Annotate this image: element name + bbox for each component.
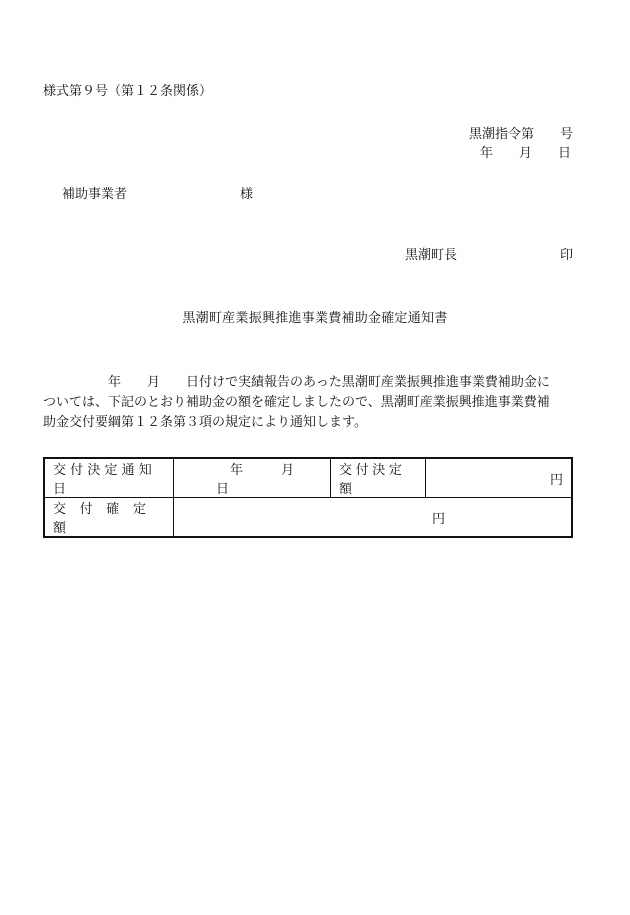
body-line-3: 助金交付要綱第１２条第３項の規定により通知します。 (43, 415, 367, 430)
recipient-honorific: 様 (240, 187, 254, 202)
recipient-label: 補助事業者 (62, 187, 128, 202)
decision-amount-value: 円 (426, 458, 573, 498)
table-row (44, 458, 572, 498)
issuer-name: 黒潮町長 (405, 248, 458, 263)
table-row (44, 498, 572, 538)
recipient (62, 187, 254, 202)
body-line-2: ついては、下記のとおり補助金の額を確定しましたので、黒潮町産業振興推進事業費補 (43, 395, 550, 410)
date-month: 月 (281, 463, 295, 478)
body-line-1: 年 月 日付けで実績報告のあった黒潮町産業振興推進事業費補助金に (43, 375, 550, 390)
seal-mark: 印 (560, 248, 574, 263)
notice-date-value (174, 458, 331, 498)
date-day: 日 (216, 482, 230, 497)
document-title: 黒潮町産業振興推進事業費補助金確定通知書 (182, 311, 448, 326)
date-year: 年 (230, 463, 244, 478)
document-number: 黒潮指令第 号 (468, 127, 573, 142)
form-number: 様式第９号（第１２条関係） (43, 84, 213, 99)
notice-date-label: 交付決定通知日 (44, 458, 174, 498)
body-text (43, 373, 588, 433)
decision-amount-label: 交付決定額 (331, 458, 426, 498)
document-date: 年 月 日 (479, 146, 571, 161)
confirmed-amount-value: 円 (174, 498, 573, 538)
confirmed-amount-label: 交付確定額 (44, 498, 174, 538)
issuer (405, 249, 573, 262)
subsidy-info-table (43, 457, 573, 538)
